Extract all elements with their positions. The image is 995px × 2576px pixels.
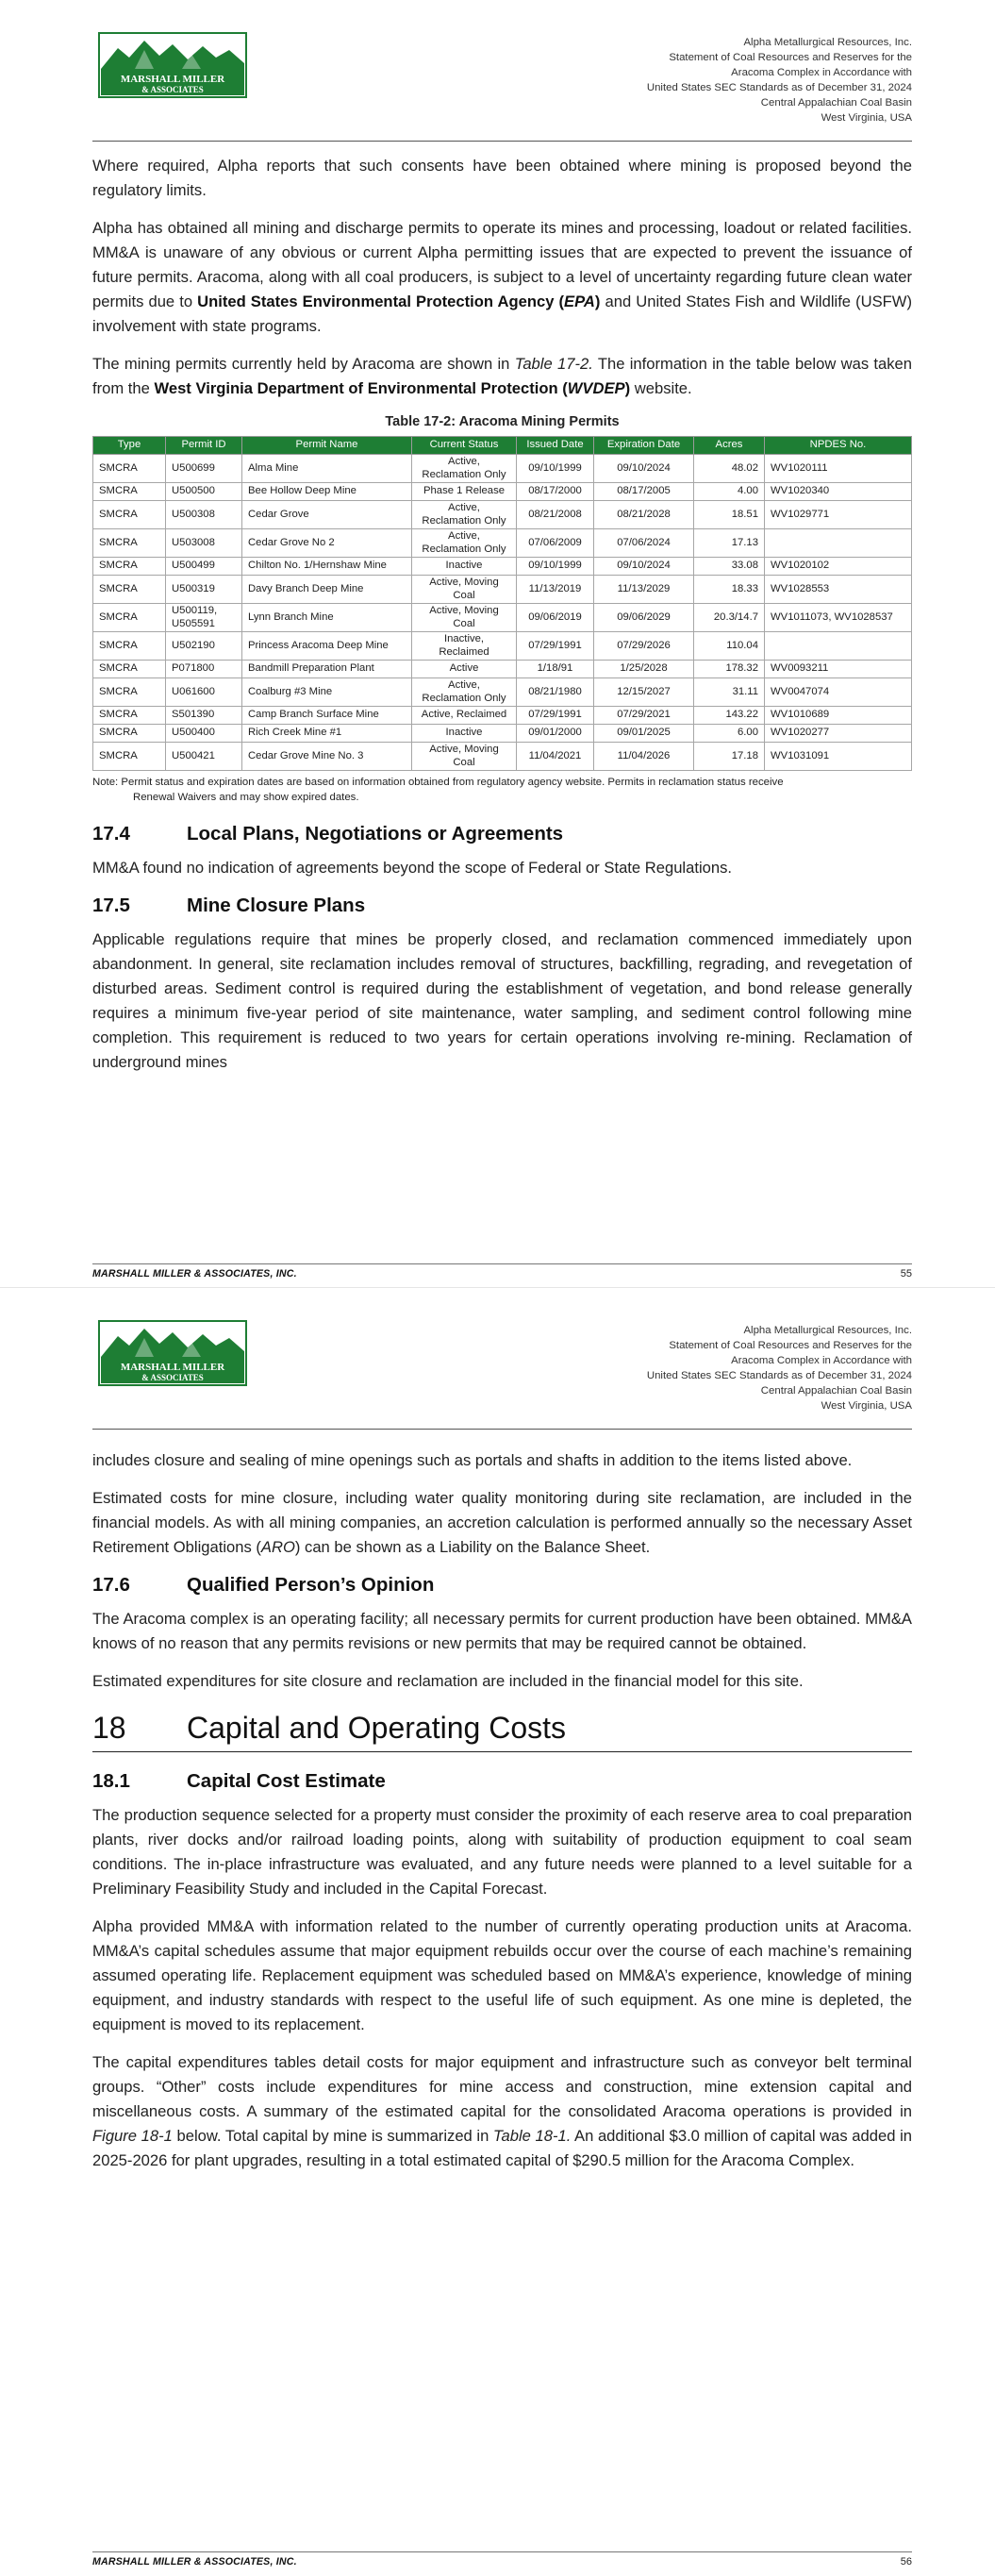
header-line: West Virginia, USA: [821, 112, 912, 124]
table-cell: 09/01/2025: [594, 725, 694, 743]
table-cell: WV0047074: [765, 678, 912, 707]
column-header: Permit Name: [242, 437, 412, 455]
section-heading-17-4: 17.4 Local Plans, Negotiations or Agreements: [92, 823, 564, 845]
table-cell: SMCRA: [93, 604, 166, 632]
header-line: Aracoma Complex in Accordance with: [731, 1355, 912, 1366]
header-divider: [92, 141, 912, 142]
svg-text:MARSHALL MILLER: MARSHALL MILLER: [120, 1362, 225, 1373]
table-cell: Inactive: [412, 725, 517, 743]
table-cell: 07/29/1991: [517, 707, 594, 725]
paragraph: Applicable regulations require that mines be properly closed, and reclamation commenced immediately upon abandonment. In general, site reclamation includes removal of structures, backfilling, regrading, and revegetation of disturbed areas. Sediment control is required during the establishment of vegetation, and bond release generally requires a minimum five-year period of site maintenance, water sampling, and sediment control following mine completion. This requirement is reduced to two years for certain operations involving re-mining. Reclamation of underground mines: [92, 930, 912, 1071]
table-cell: U500400: [166, 725, 242, 743]
header-company: Alpha Metallurgical Resources, Inc.: [743, 37, 912, 48]
paragraph: Alpha has obtained all mining and discharge permits to operate its mines and processing, loadout or related facilities. MM&A is unaware of any obvious or current Alpha permitting issues that are expected to prevent the issuance of future permits. Aracoma, along with all coal producers, is subject to a level of uncertainty regarding future clean water permits due to United States Environmental Protection Agency (EPA) and United States Fish and Wildlife (USFW) involvement with state programs.: [92, 219, 912, 335]
table-cell: 143.22: [694, 707, 765, 725]
table-cell: WV0093211: [765, 661, 912, 678]
table-cell: 4.00: [694, 483, 765, 501]
footer-divider: [92, 1263, 912, 1264]
table-cell: 6.00: [694, 725, 765, 743]
permits-table-body: [93, 455, 912, 771]
section-heading-18-1: 18.1 Capital Cost Estimate: [92, 1770, 386, 1792]
table-cell: SMCRA: [93, 661, 166, 678]
table-cell: 110.04: [694, 632, 765, 661]
table-cell: SMCRA: [93, 529, 166, 558]
marshall-miller-logo: [97, 31, 248, 99]
table-cell: WV1020277: [765, 725, 912, 743]
paragraph: The mining permits currently held by Aracoma are shown in Table 17-2. The information in the table below was taken from the West Virginia Department of Environmental Protection (WVDEP) website.: [92, 355, 913, 397]
table-cell: 178.32: [694, 661, 765, 678]
table-cell: 1/25/2028: [594, 661, 694, 678]
table-cell: Active, Reclamation Only: [412, 678, 517, 707]
table-cell: WV1020340: [765, 483, 912, 501]
section-heading-17-6: 17.6 Qualified Person’s Opinion: [92, 1574, 435, 1596]
page-number: 55: [900, 1268, 912, 1280]
table-cell: WV1020111: [765, 455, 912, 483]
paragraph: The Aracoma complex is an operating facility; all necessary permits for current production have been obtained. MM&A knows of no reason that any permits revisions or new permits that may be required cannot be obtained.: [92, 1610, 912, 1652]
table-cell: Alma Mine: [242, 455, 412, 483]
footer-divider: [92, 2551, 912, 2552]
table-row: [93, 558, 912, 576]
table-cell: Active, Reclaimed: [412, 707, 517, 725]
header-line: Statement of Coal Resources and Reserves for the: [669, 52, 912, 63]
table-cell: 17.13: [694, 529, 765, 558]
permits-table: [92, 436, 912, 771]
section-heading-17-5: 17.5 Mine Closure Plans: [92, 895, 366, 916]
table-cell: Coalburg #3 Mine: [242, 678, 412, 707]
table-cell: SMCRA: [93, 678, 166, 707]
table-cell: U502190: [166, 632, 242, 661]
paragraph: Where required, Alpha reports that such consents have been obtained where mining is proposed beyond the regulatory limits.: [92, 157, 912, 199]
paragraph: The capital expenditures tables detail costs for major equipment and infrastructure such as conveyor belt terminal groups. “Other” costs include expenditures for mine access and construction, mine extension capital and miscellaneous costs. A summary of the estimated capital for the consolidated Aracoma operations is provided in Figure 18-1 below. Total capital by mine is summarized in Table 18-1. An additional $3.0 million of capital was added in 2025-2026 for plant upgrades, resulting in a total estimated capital of $290.5 million for the Aracoma Complex.: [92, 2053, 912, 2169]
footer-firm: MARSHALL MILLER & ASSOCIATES, INC.: [92, 1268, 297, 1280]
table-row: [93, 743, 912, 771]
svg-text:& ASSOCIATES: & ASSOCIATES: [141, 1373, 204, 1382]
table-cell: Active, Reclamation Only: [412, 529, 517, 558]
table-cell: Rich Creek Mine #1: [242, 725, 412, 743]
table-cell: S501390: [166, 707, 242, 725]
header-line: Central Appalachian Coal Basin: [760, 97, 912, 109]
table-cell: U500319: [166, 576, 242, 604]
table-cell: Active, Reclamation Only: [412, 455, 517, 483]
table-row: [93, 632, 912, 661]
table-row: [93, 661, 912, 678]
header-divider: [92, 1429, 912, 1430]
page-number: 56: [900, 2556, 912, 2568]
paragraph: The production sequence selected for a property must consider the proximity of each reserve area to coal preparation plants, river docks and/or railroad loading points, along with suitability of production equipment to coal seam conditions. The in-place infrastructure was evaluated, and any future needs were planned to a level suitable for a Preliminary Feasibility Study and included in the Capital Forecast.: [92, 1806, 912, 1898]
table-cell: 1/18/91: [517, 661, 594, 678]
table-cell: U500499: [166, 558, 242, 576]
paragraph: Alpha provided MM&A with information related to the number of currently operating production units at Aracoma. MM&A’s capital schedules assume that major equipment rebuilds occur over the course of each machine’s remaining assumed operating life. Replacement equipment was scheduled based on MM&A’s experience, knowledge of mining equipment, and industry standards with respect to the useful life of such equipment. As one mine is depleted, the equipment is moved to its replacement.: [92, 1917, 912, 2033]
document-header: [516, 1323, 912, 1413]
table-cell: 09/10/1999: [517, 455, 594, 483]
table-cell: 08/21/1980: [517, 678, 594, 707]
table-cell: WV1010689: [765, 707, 912, 725]
page-56: [0, 1288, 995, 2576]
table-cell: U500500: [166, 483, 242, 501]
table-cell: Active, Moving Coal: [412, 604, 517, 632]
table-note: Note: Permit status and expiration dates are based on information obtained from regulatory agency website. Permits in reclamation status receive Renewal Waivers and may show expired dates.: [92, 777, 784, 803]
table-cell: Chilton No. 1/Hernshaw Mine: [242, 558, 412, 576]
table-cell: SMCRA: [93, 707, 166, 725]
table-row: [93, 725, 912, 743]
table-cell: Active, Moving Coal: [412, 576, 517, 604]
table-cell: 09/01/2000: [517, 725, 594, 743]
table-cell: P071800: [166, 661, 242, 678]
table-cell: 48.02: [694, 455, 765, 483]
table-cell: U500119, U505591: [166, 604, 242, 632]
header-line: United States SEC Standards as of December 31, 2024: [646, 1370, 912, 1381]
table-cell: 17.18: [694, 743, 765, 771]
table-cell: 07/29/2021: [594, 707, 694, 725]
svg-text:MARSHALL MILLER: MARSHALL MILLER: [120, 74, 225, 85]
header-line: Central Appalachian Coal Basin: [760, 1385, 912, 1397]
table-cell: Camp Branch Surface Mine: [242, 707, 412, 725]
table-cell: Princess Aracoma Deep Mine: [242, 632, 412, 661]
table-cell: Cedar Grove No 2: [242, 529, 412, 558]
table-cell: U500421: [166, 743, 242, 771]
table-cell: Phase 1 Release: [412, 483, 517, 501]
header-line: United States SEC Standards as of December 31, 2024: [646, 82, 912, 93]
table-row: [93, 576, 912, 604]
table-cell: U061600: [166, 678, 242, 707]
table-cell: 09/10/2024: [594, 558, 694, 576]
table-row: [93, 678, 912, 707]
table-cell: Cedar Grove Mine No. 3: [242, 743, 412, 771]
table-cell: Active, Moving Coal: [412, 743, 517, 771]
document-header: [516, 35, 912, 125]
table-cell: Cedar Grove: [242, 501, 412, 529]
table-row: [93, 455, 912, 483]
table-cell: SMCRA: [93, 632, 166, 661]
table-cell: 08/21/2028: [594, 501, 694, 529]
header-line: West Virginia, USA: [821, 1400, 912, 1412]
column-header: Permit ID: [166, 437, 242, 455]
paragraph: MM&A found no indication of agreements beyond the scope of Federal or State Regulations.: [92, 859, 732, 877]
page-body: [92, 154, 912, 1088]
table-cell: 11/04/2026: [594, 743, 694, 771]
table-title: Table 17-2: Aracoma Mining Permits: [385, 414, 620, 429]
footer-firm: MARSHALL MILLER & ASSOCIATES, INC.: [92, 2556, 297, 2568]
table-cell: 31.11: [694, 678, 765, 707]
chapter-heading-18: 18 Capital and Operating Costs: [92, 1707, 912, 1752]
table-row: [93, 707, 912, 725]
table-cell: Bandmill Preparation Plant: [242, 661, 412, 678]
table-cell: Inactive, Reclaimed: [412, 632, 517, 661]
table-cell: 07/06/2024: [594, 529, 694, 558]
column-header: Acres: [694, 437, 765, 455]
table-cell: Davy Branch Deep Mine: [242, 576, 412, 604]
table-cell: SMCRA: [93, 743, 166, 771]
table-cell: 09/06/2029: [594, 604, 694, 632]
table-cell: 18.33: [694, 576, 765, 604]
table-cell: 08/21/2008: [517, 501, 594, 529]
table-cell: U500699: [166, 455, 242, 483]
column-header: NPDES No.: [765, 437, 912, 455]
paragraph: Estimated costs for mine closure, including water quality monitoring during site reclamation, are included in the financial models. As with all mining companies, an accretion calculation is performed annually so the necessary Asset Retirement Obligations (ARO) can be shown as a Liability on the Balance Sheet.: [92, 1489, 912, 1556]
page-body: [92, 1448, 912, 2186]
table-cell: 07/29/2026: [594, 632, 694, 661]
table-cell: 11/13/2019: [517, 576, 594, 604]
table-cell: SMCRA: [93, 455, 166, 483]
table-row: [93, 604, 912, 632]
column-header: Type: [93, 437, 166, 455]
table-cell: 07/06/2009: [517, 529, 594, 558]
table-cell: 09/10/2024: [594, 455, 694, 483]
table-cell: 08/17/2005: [594, 483, 694, 501]
table-header-row: [93, 437, 912, 455]
table-cell: WV1020102: [765, 558, 912, 576]
table-cell: 11/04/2021: [517, 743, 594, 771]
table-cell: 11/13/2029: [594, 576, 694, 604]
table-cell: Lynn Branch Mine: [242, 604, 412, 632]
table-cell: 07/29/1991: [517, 632, 594, 661]
table-cell: 09/10/1999: [517, 558, 594, 576]
header-line: Statement of Coal Resources and Reserves for the: [669, 1340, 912, 1351]
table-cell: WV1028553: [765, 576, 912, 604]
table-cell: SMCRA: [93, 576, 166, 604]
column-header: Issued Date: [517, 437, 594, 455]
table-cell: 20.3/14.7: [694, 604, 765, 632]
table-cell: WV1029771: [765, 501, 912, 529]
table-row: [93, 529, 912, 558]
header-company: Alpha Metallurgical Resources, Inc.: [743, 1325, 912, 1336]
column-header: Current Status: [412, 437, 517, 455]
header-line: Aracoma Complex in Accordance with: [731, 67, 912, 78]
svg-text:& ASSOCIATES: & ASSOCIATES: [141, 85, 204, 94]
table-cell: U500308: [166, 501, 242, 529]
table-cell: Bee Hollow Deep Mine: [242, 483, 412, 501]
table-cell: WV1031091: [765, 743, 912, 771]
table-cell: 33.08: [694, 558, 765, 576]
table-cell: WV1011073, WV1028537: [765, 604, 912, 632]
table-cell: Active, Reclamation Only: [412, 501, 517, 529]
table-cell: U503008: [166, 529, 242, 558]
table-cell: 09/06/2019: [517, 604, 594, 632]
table-cell: Inactive: [412, 558, 517, 576]
table-cell: 18.51: [694, 501, 765, 529]
table-cell: SMCRA: [93, 558, 166, 576]
table-cell: Active: [412, 661, 517, 678]
table-cell: SMCRA: [93, 725, 166, 743]
table-cell: 12/15/2027: [594, 678, 694, 707]
paragraph: includes closure and sealing of mine openings such as portals and shafts in addition to the items listed above.: [92, 1451, 853, 1469]
table-row: [93, 501, 912, 529]
table-cell: [765, 529, 912, 558]
marshall-miller-logo: [97, 1319, 248, 1387]
column-header: Expiration Date: [594, 437, 694, 455]
table-cell: SMCRA: [93, 501, 166, 529]
table-cell: 08/17/2000: [517, 483, 594, 501]
table-cell: [765, 632, 912, 661]
table-row: [93, 483, 912, 501]
paragraph: Estimated expenditures for site closure and reclamation are included in the financial model for this site.: [92, 1672, 804, 1690]
table-cell: SMCRA: [93, 483, 166, 501]
